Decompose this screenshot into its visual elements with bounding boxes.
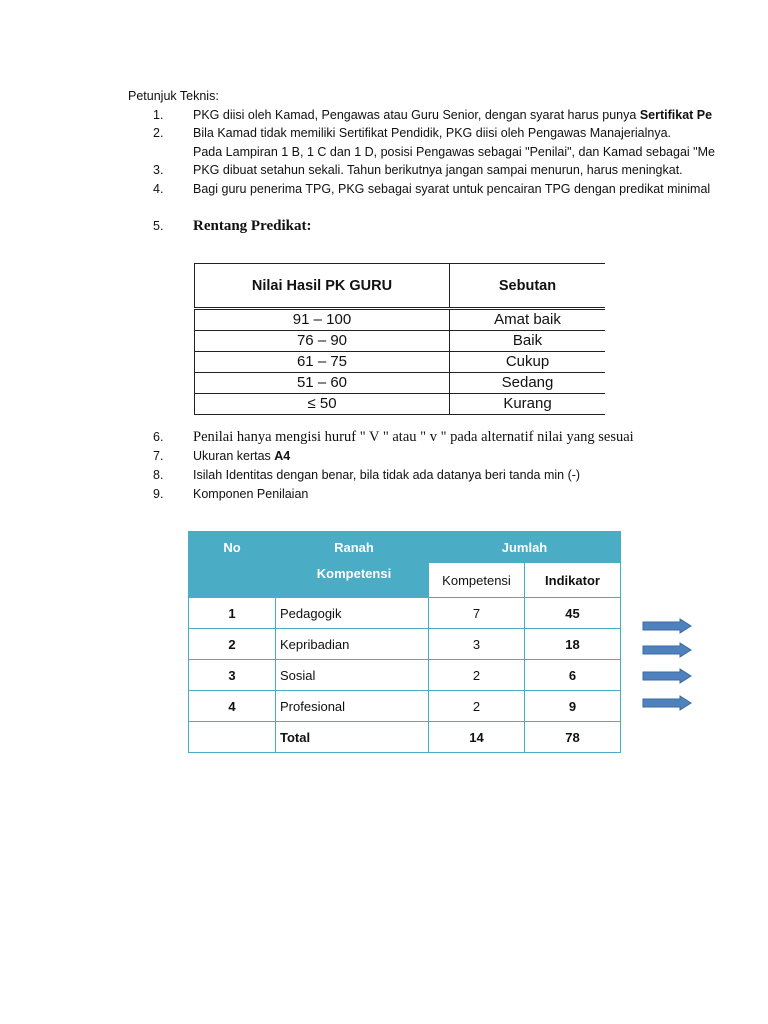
nilai-cell: 51 – 60	[195, 373, 450, 394]
sebutan-cell: Sedang	[450, 373, 606, 394]
header-ranah-line1: Ranah	[334, 540, 374, 555]
item-bold-text: A4	[274, 449, 291, 463]
komponen-penilaian-table	[188, 531, 621, 753]
item-text: Pada Lampiran 1 B, 1 C dan 1 D, posisi Pengawas sebagai "Penilai", dan Kamad sebagai "Me	[193, 145, 715, 159]
item-number: 6.	[153, 430, 164, 444]
column-header: Nilai Hasil PK GURU	[195, 264, 450, 309]
item-number: 9.	[153, 487, 164, 501]
item-bold-text: Sertifikat Pe	[639, 108, 713, 122]
table-row	[195, 394, 606, 415]
item-number: 2.	[153, 126, 164, 140]
right-arrow-icon	[642, 695, 692, 711]
header-ranah-kompetensi	[276, 532, 429, 598]
item-number: 3.	[153, 163, 164, 177]
total-indikator: 78	[525, 722, 621, 753]
item-number: 1.	[153, 108, 164, 122]
item-text: Penilai hanya mengisi huruf " V " atau " v " pada alternatif nilai yang sesuai	[193, 429, 634, 445]
item-text: Rentang Predikat:	[193, 218, 312, 234]
row-indikator: 6	[525, 660, 621, 691]
sebutan-cell: Cukup	[450, 352, 606, 373]
total-kompetensi: 14	[429, 722, 525, 753]
table-row	[195, 309, 606, 331]
nilai-cell: 61 – 75	[195, 352, 450, 373]
row-ranah: Profesional	[276, 691, 429, 722]
table-header-row	[195, 264, 606, 309]
table-row	[195, 331, 606, 352]
nilai-cell: 91 – 100	[195, 309, 450, 331]
header-ranah-line2: Kompetensi	[316, 566, 392, 581]
item-number: 4.	[153, 182, 164, 196]
item-text: Ukuran kertas	[193, 449, 275, 463]
sebutan-cell: Kurang	[450, 394, 606, 415]
item-text: Komponen Penilaian	[193, 487, 309, 501]
table-row	[195, 373, 606, 394]
row-ranah: Pedagogik	[276, 598, 429, 629]
table-total-row	[189, 722, 621, 753]
total-no	[189, 722, 276, 753]
table-row	[195, 352, 606, 373]
row-indikator: 9	[525, 691, 621, 722]
header-jumlah: Jumlah	[429, 532, 621, 563]
row-no: 3	[189, 660, 276, 691]
column-header: Sebutan	[450, 264, 606, 309]
row-kompetensi: 2	[429, 691, 525, 722]
right-arrow-icon	[642, 618, 692, 634]
table-row	[189, 691, 621, 722]
row-indikator: 45	[525, 598, 621, 629]
row-no: 2	[189, 629, 276, 660]
header-no: No	[189, 532, 276, 598]
sebutan-cell: Amat baik	[450, 309, 606, 331]
table-row	[189, 598, 621, 629]
item-text: PKG diisi oleh Kamad, Pengawas atau Guru Senior, dengan syarat harus punya	[193, 108, 640, 122]
right-arrow-icon	[642, 668, 692, 684]
row-kompetensi: 3	[429, 629, 525, 660]
item-text: PKG dibuat setahun sekali. Tahun berikutnya jangan sampai menurun, harus meningkat.	[193, 163, 683, 177]
row-ranah: Kepribadian	[276, 629, 429, 660]
subheader-indikator: Indikator	[525, 563, 621, 598]
subheader-kompetensi: Kompetensi	[429, 563, 525, 598]
total-label: Total	[276, 722, 429, 753]
predikat-table	[194, 263, 606, 415]
item-text: Isilah Identitas dengan benar, bila tidak ada datanya beri tanda min (-)	[193, 468, 581, 482]
row-kompetensi: 7	[429, 598, 525, 629]
sebutan-cell: Baik	[450, 331, 606, 352]
nilai-cell: ≤ 50	[195, 394, 450, 415]
table-row	[189, 629, 621, 660]
item-number: 7.	[153, 449, 164, 463]
row-kompetensi: 2	[429, 660, 525, 691]
table-edge-mask	[605, 263, 607, 418]
row-no: 4	[189, 691, 276, 722]
page-heading: Petunjuk Teknis:	[128, 89, 219, 103]
row-no: 1	[189, 598, 276, 629]
right-arrow-icon	[642, 642, 692, 658]
item-number: 5.	[153, 219, 164, 233]
row-indikator: 18	[525, 629, 621, 660]
item-number: 8.	[153, 468, 164, 482]
table-row	[189, 660, 621, 691]
nilai-cell: 76 – 90	[195, 331, 450, 352]
item-text: Bagi guru penerima TPG, PKG sebagai syarat untuk pencairan TPG dengan predikat minimal	[193, 182, 711, 196]
item-text: Bila Kamad tidak memiliki Sertifikat Pendidik, PKG diisi oleh Pengawas Manajerialnya.	[193, 126, 671, 140]
table-header-row	[189, 532, 621, 563]
row-ranah: Sosial	[276, 660, 429, 691]
